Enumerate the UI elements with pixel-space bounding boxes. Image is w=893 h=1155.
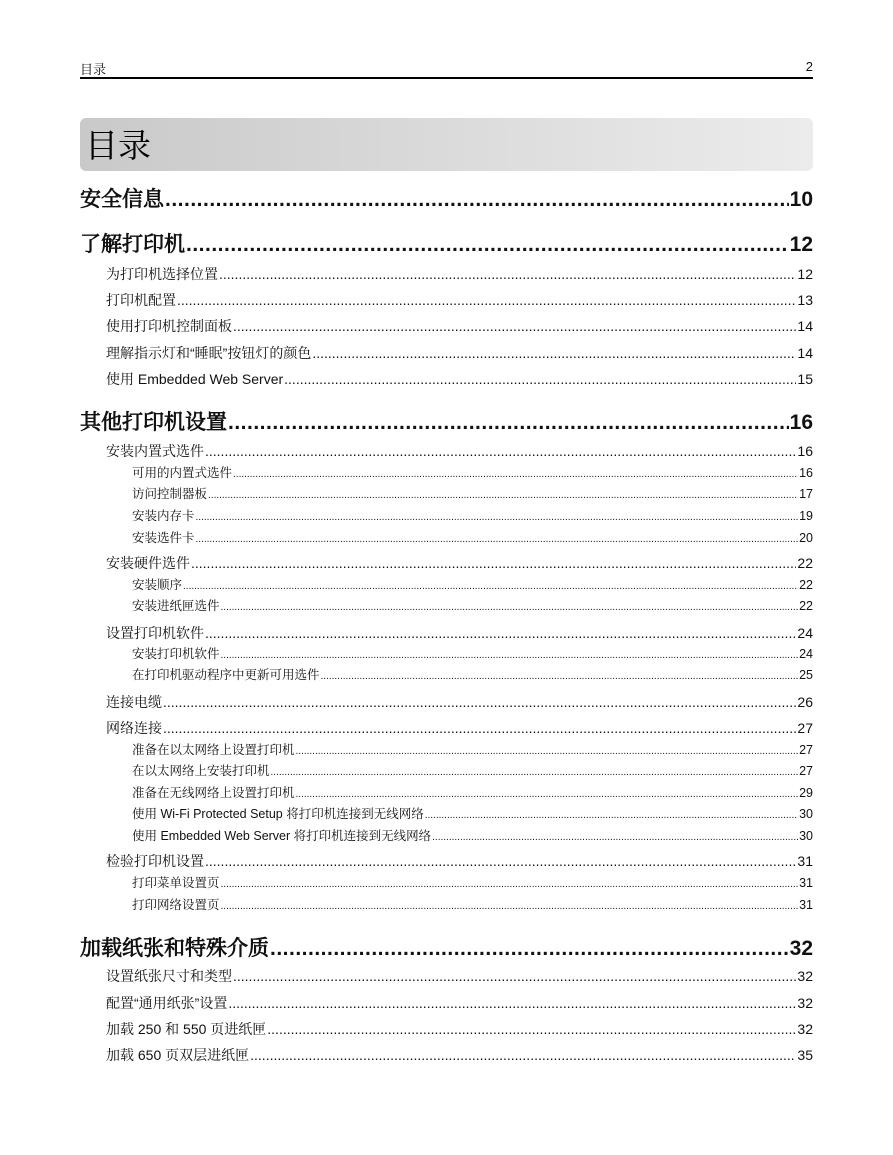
dot-leader — [165, 187, 789, 213]
dot-leader — [228, 994, 796, 1012]
toc-entry-title: 使用 Embedded Web Server 将打印机连接到无线网络 — [132, 829, 432, 843]
toc-entry-level3[interactable] — [132, 785, 813, 803]
dot-leader — [191, 554, 796, 572]
toc-entry-title: 配置“通用纸张”设置 — [106, 995, 228, 1011]
toc-entry-title: 其他打印机设置 — [80, 411, 227, 434]
dot-leader — [221, 899, 799, 915]
dot-leader — [296, 744, 799, 760]
toc-entry-level2[interactable] — [106, 1020, 813, 1038]
toc-entry-page-number: 29 — [799, 786, 813, 800]
dot-leader — [425, 808, 798, 824]
dot-leader — [271, 765, 799, 781]
toc-entry-title: 在打印机驱动程序中更新可用选件 — [132, 668, 320, 682]
dot-leader — [205, 852, 796, 870]
toc-entry-title: 可用的内置式选件 — [132, 466, 233, 480]
toc-entry-page-number: 24 — [799, 647, 813, 661]
dot-leader — [196, 510, 799, 526]
toc-entry-title: 加载纸张和特殊介质 — [80, 937, 269, 960]
toc-entry-title: 准备在以太网络上设置打印机 — [132, 743, 295, 757]
toc-entry-page-number: 15 — [797, 371, 813, 387]
toc-entry-title: 在以太网络上安装打印机 — [132, 764, 270, 778]
toc-entry-page-number: 30 — [799, 807, 813, 821]
toc-entry-page-number: 16 — [797, 443, 813, 459]
dot-leader — [183, 579, 798, 595]
toc-entry-level3[interactable] — [132, 667, 813, 685]
toc-entry-page-number: 32 — [797, 968, 813, 984]
toc-entry-level1[interactable] — [80, 232, 813, 258]
toc-entry-level3[interactable] — [132, 577, 813, 595]
toc-entry-title: 访问控制器板 — [132, 487, 208, 501]
toc-entry-page-number: 22 — [797, 555, 813, 571]
toc-entry-page-number: 32 — [797, 1021, 813, 1037]
toc-entry-title: 使用 Wi-Fi Protected Setup 将打印机连接到无线网络 — [132, 807, 424, 821]
toc-entry-title: 连接电缆 — [106, 694, 162, 710]
toc-entry-level3[interactable] — [132, 646, 813, 664]
dot-leader — [228, 410, 789, 436]
toc-entry-level3[interactable] — [132, 742, 813, 760]
toc-entry-title: 使用打印机控制面板 — [106, 318, 232, 334]
toc-entry-level3[interactable] — [132, 763, 813, 781]
toc-entry-title: 设置打印机软件 — [106, 625, 204, 641]
dot-leader — [312, 344, 796, 362]
dot-leader — [186, 232, 789, 258]
toc-entry-title: 安装选件卡 — [132, 531, 195, 545]
toc-entry-title: 安装内置式选件 — [106, 443, 204, 459]
toc-entry-level1[interactable] — [80, 936, 813, 962]
toc-entry-level2[interactable] — [106, 317, 813, 335]
toc-entry-title: 打印机配置 — [106, 292, 176, 308]
toc-entry-level3[interactable] — [132, 508, 813, 526]
toc-entry-level2[interactable] — [106, 554, 813, 572]
toc-entry-title: 了解打印机 — [80, 233, 185, 256]
toc-entry-page-number: 12 — [797, 266, 813, 282]
toc-entry-level2[interactable] — [106, 344, 813, 362]
toc-entry-level2[interactable] — [106, 442, 813, 460]
toc-entry-level3[interactable] — [132, 897, 813, 915]
toc-entry-level1[interactable] — [80, 187, 813, 213]
toc-heading-banner — [80, 118, 813, 171]
toc-entry-page-number: 24 — [797, 625, 813, 641]
toc-entry-page-number: 22 — [799, 578, 813, 592]
toc-entry-page-number: 27 — [797, 720, 813, 736]
dot-leader — [250, 1046, 796, 1064]
toc-entry-page-number: 31 — [797, 853, 813, 869]
toc-entry-title: 为打印机选择位置 — [106, 266, 218, 282]
header-page-number: 2 — [805, 59, 813, 74]
toc-entry-page-number: 27 — [799, 743, 813, 757]
toc-entry-page-number: 26 — [797, 694, 813, 710]
toc-entry-level2[interactable] — [106, 719, 813, 737]
toc-entry-level2[interactable] — [106, 624, 813, 642]
toc-entry-page-number: 20 — [799, 531, 813, 545]
toc-entry-title: 安全信息 — [80, 188, 164, 211]
dot-leader — [221, 600, 799, 616]
dot-leader — [321, 669, 799, 685]
toc-entry-title: 安装顺序 — [132, 578, 183, 592]
toc-entry-page-number: 13 — [797, 292, 813, 308]
toc-entry-level2[interactable] — [106, 370, 813, 388]
toc-heading: 目录 — [85, 126, 151, 165]
toc-entry-title: 加载 650 页双层进纸匣 — [106, 1047, 250, 1063]
toc-entry-title: 准备在无线网络上设置打印机 — [132, 786, 295, 800]
toc-entry-page-number: 17 — [799, 487, 813, 501]
dot-leader — [233, 317, 796, 335]
dot-leader — [177, 291, 796, 309]
toc-entry-level3[interactable] — [132, 530, 813, 548]
toc-entry-page-number: 32 — [789, 937, 813, 960]
toc-entry-level2[interactable] — [106, 994, 813, 1012]
toc-entry-level3[interactable] — [132, 828, 813, 846]
header-section-title: 目录 — [80, 62, 107, 77]
toc-entry-level2[interactable] — [106, 693, 813, 711]
toc-entry-title: 安装硬件选件 — [106, 555, 190, 571]
toc-entry-page-number: 31 — [799, 876, 813, 890]
dot-leader — [284, 370, 796, 388]
dot-leader — [296, 787, 799, 803]
toc-entry-title: 网络连接 — [106, 720, 162, 736]
toc-entry-level2[interactable] — [106, 265, 813, 283]
toc-entry-title: 安装进纸匣选件 — [132, 599, 220, 613]
toc-entry-title: 检验打印机设置 — [106, 853, 204, 869]
dot-leader — [196, 532, 799, 548]
toc-entry-page-number: 27 — [799, 764, 813, 778]
toc-entry-title: 安装内存卡 — [132, 509, 195, 523]
toc-entry-page-number: 35 — [797, 1047, 813, 1063]
dot-leader — [208, 488, 798, 504]
dot-leader — [205, 442, 796, 460]
toc-entry-level3[interactable] — [132, 486, 813, 504]
toc-entry-level3[interactable] — [132, 806, 813, 824]
toc-entry-title: 打印网络设置页 — [132, 898, 220, 912]
toc-entry-level2[interactable] — [106, 1046, 813, 1064]
toc-entry-title: 理解指示灯和“睡眠”按钮灯的颜色 — [106, 345, 312, 361]
toc-entry-page-number: 12 — [789, 233, 813, 256]
toc-entry-page-number: 30 — [799, 829, 813, 843]
toc-entry-page-number: 25 — [799, 668, 813, 682]
page-header — [80, 59, 813, 79]
toc-entry-level3[interactable] — [132, 465, 813, 483]
toc-entry-title: 打印菜单设置页 — [132, 876, 220, 890]
dot-leader — [221, 648, 799, 664]
toc-entry-title: 使用 Embedded Web Server — [106, 371, 284, 387]
dot-leader — [432, 830, 798, 846]
dot-leader — [163, 719, 796, 737]
dot-leader — [205, 624, 796, 642]
toc-entry-level2[interactable] — [106, 852, 813, 870]
toc-entry-page-number: 14 — [797, 345, 813, 361]
toc-entry-title: 加载 250 和 550 页进纸匣 — [106, 1021, 267, 1037]
toc-entry-level3[interactable] — [132, 598, 813, 616]
toc-entry-level3[interactable] — [132, 875, 813, 893]
toc-entry-page-number: 19 — [799, 509, 813, 523]
toc-entry-page-number: 31 — [799, 898, 813, 912]
toc-entry-title: 设置纸张尺寸和类型 — [106, 968, 232, 984]
toc-entry-page-number: 10 — [789, 188, 813, 211]
toc-entry-page-number: 16 — [799, 466, 813, 480]
dot-leader — [163, 693, 796, 711]
dot-leader — [267, 1020, 796, 1038]
toc-entry-level2[interactable] — [106, 967, 813, 985]
dot-leader — [221, 877, 799, 893]
dot-leader — [219, 265, 796, 283]
toc-entry-page-number: 16 — [789, 411, 813, 434]
toc-entry-title: 安装打印机软件 — [132, 647, 220, 661]
toc-entry-page-number: 32 — [797, 995, 813, 1011]
toc-entry-page-number: 22 — [799, 599, 813, 613]
dot-leader — [233, 467, 798, 483]
toc-entry-level2[interactable] — [106, 291, 813, 309]
toc-entry-level1[interactable] — [80, 410, 813, 436]
toc-entry-page-number: 14 — [797, 318, 813, 334]
dot-leader — [233, 967, 796, 985]
dot-leader — [270, 936, 789, 962]
